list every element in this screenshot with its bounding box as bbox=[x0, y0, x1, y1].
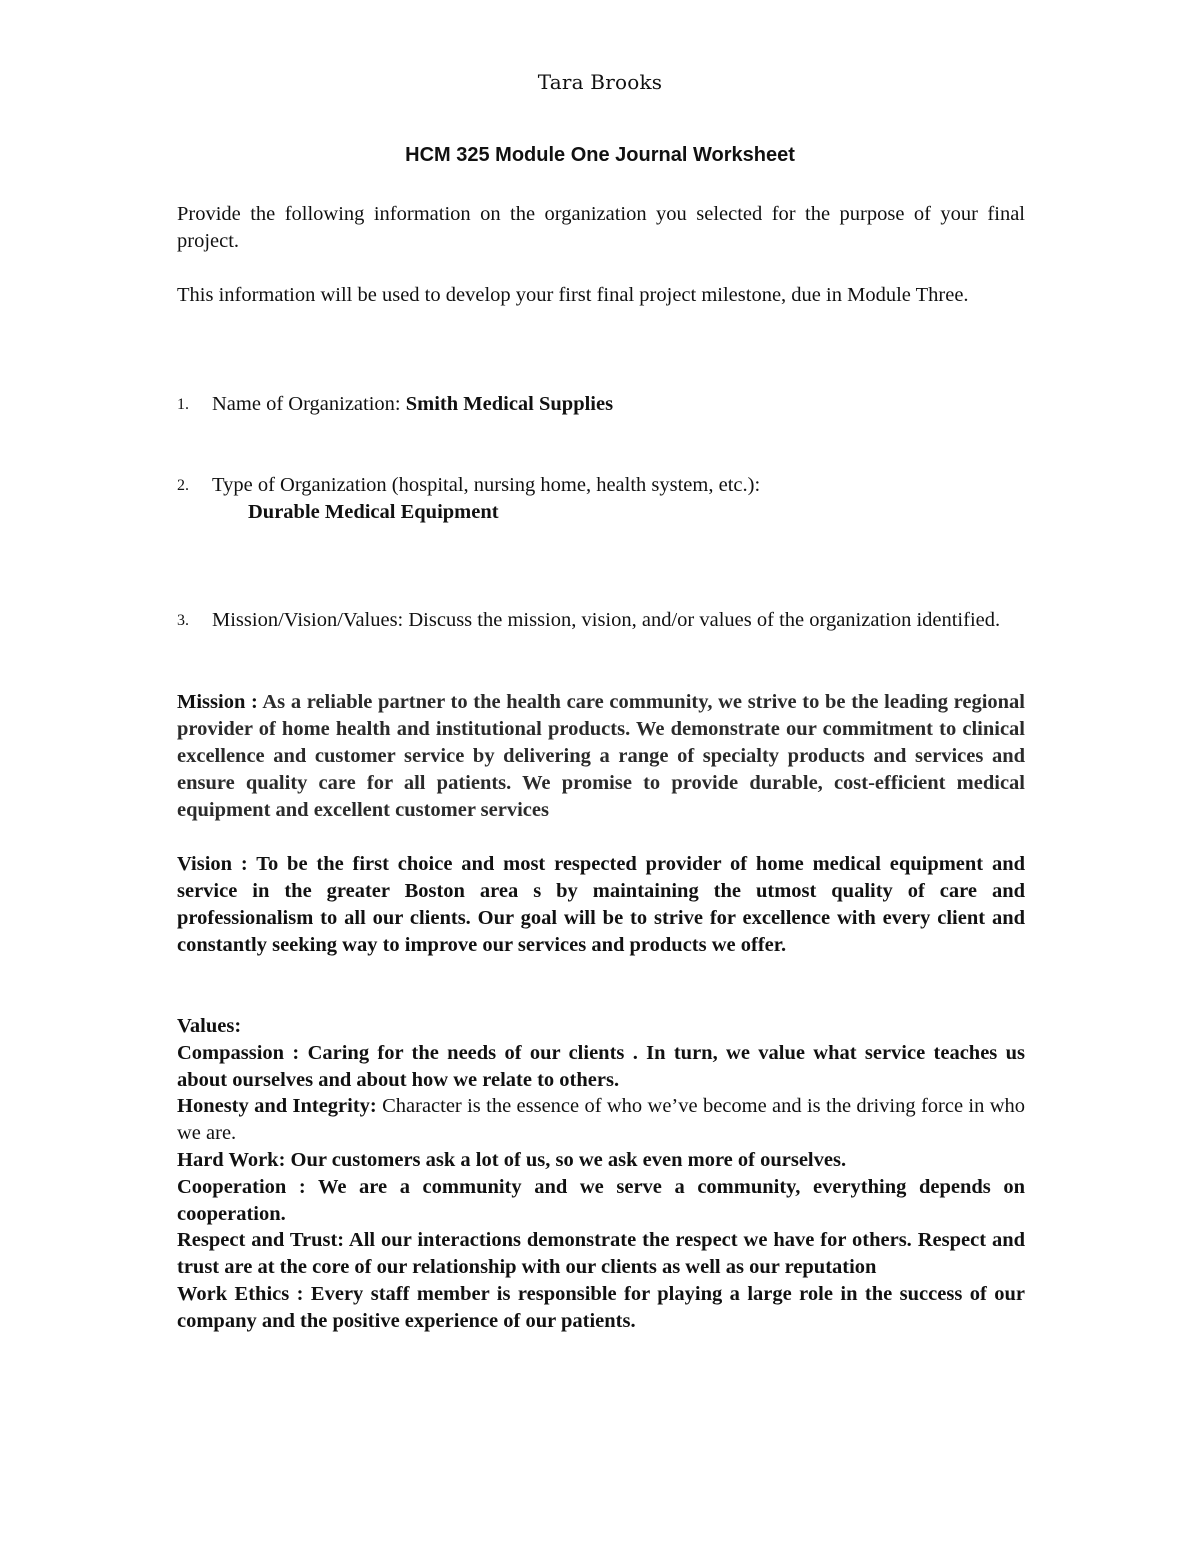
values-heading: Values: bbox=[177, 1015, 242, 1037]
intro-paragraph-2: This information will be used to develop your first final project milestone, due in Module Three. bbox=[177, 284, 969, 306]
vision-label: Vision : bbox=[177, 853, 257, 875]
value-label: Respect and Trust: bbox=[177, 1229, 349, 1252]
question-text bbox=[212, 391, 1025, 418]
question-number: 3. bbox=[177, 612, 189, 629]
organization-type-answer: Durable Medical Equipment bbox=[248, 501, 499, 523]
question-text bbox=[212, 472, 1025, 526]
question-number: 1. bbox=[177, 396, 189, 413]
value-label: Compassion : bbox=[177, 1041, 308, 1064]
value-item bbox=[177, 1147, 1025, 1174]
mission-text: As a reliable partner to the health care community, we strive to be the leading regional provider of home health and institutional products. We demonstrate our commitment to clinical excellence and customer service by delivering a range of specialty products and services and ensure quality care for all patients. We promise to provide durable, cost-efficient medical equipment and excellent customer services bbox=[177, 691, 1026, 821]
value-text: Our customers ask a lot of us, so we ask even more of ourselves. bbox=[290, 1148, 847, 1171]
question-label: Name of Organization: bbox=[212, 393, 406, 415]
value-label: Honesty and Integrity: bbox=[177, 1095, 383, 1118]
values-section bbox=[177, 1013, 1025, 1335]
value-text: We are a community and we serve a community, everything depends on cooperation. bbox=[177, 1175, 1025, 1225]
question-number: 2. bbox=[177, 477, 189, 494]
value-label: Work Ethics : bbox=[177, 1282, 311, 1305]
value-item bbox=[177, 1040, 1025, 1094]
value-text: All our interactions demonstrate the respect we have for others. Respect and trust are at the core of our relationship with our clients as well as our reputation bbox=[177, 1229, 1026, 1279]
value-item bbox=[177, 1174, 1025, 1228]
organization-name-answer: Smith Medical Supplies bbox=[405, 393, 614, 415]
value-text: Caring for the needs of our clients . In turn, we value what service teaches us about ourselves and about how we relate to others. bbox=[177, 1041, 1025, 1091]
worksheet-title: HCM 325 Module One Journal Worksheet bbox=[405, 144, 795, 166]
value-label: Hard Work: bbox=[177, 1148, 291, 1171]
mission-label: Mission : bbox=[177, 691, 263, 713]
value-text: Character is the essence of who we’ve become and is the driving force in who we are. bbox=[177, 1095, 1025, 1145]
value-label: Cooperation : bbox=[177, 1175, 318, 1198]
vision-statement bbox=[177, 851, 1025, 959]
value-text: Every staff member is responsible for playing a large role in the success of our company and the positive experience of our patients. bbox=[177, 1282, 1025, 1332]
value-item bbox=[177, 1281, 1025, 1335]
mission-statement bbox=[177, 689, 1025, 824]
question-label: Type of Organization (hospital, nursing home, health system, etc.): bbox=[212, 474, 761, 496]
vision-text: To be the first choice and most respected provider of home medical equipment and service in the greater Boston area s by maintaining the utmost quality of care and professionalism to all our clients. Our goal will be to strive for excellence with every client and constantly seeking way to improve our services and products we offer. bbox=[177, 853, 1026, 956]
author-name: Tara Brooks bbox=[537, 70, 663, 94]
value-item bbox=[177, 1227, 1025, 1281]
question-text: Mission/Vision/Values: Discuss the mission, vision, and/or values of the organization identified. bbox=[212, 609, 1001, 631]
intro-paragraph-1: Provide the following information on the organization you selected for the purpose of your final project. bbox=[177, 203, 1025, 252]
value-item bbox=[177, 1093, 1025, 1147]
